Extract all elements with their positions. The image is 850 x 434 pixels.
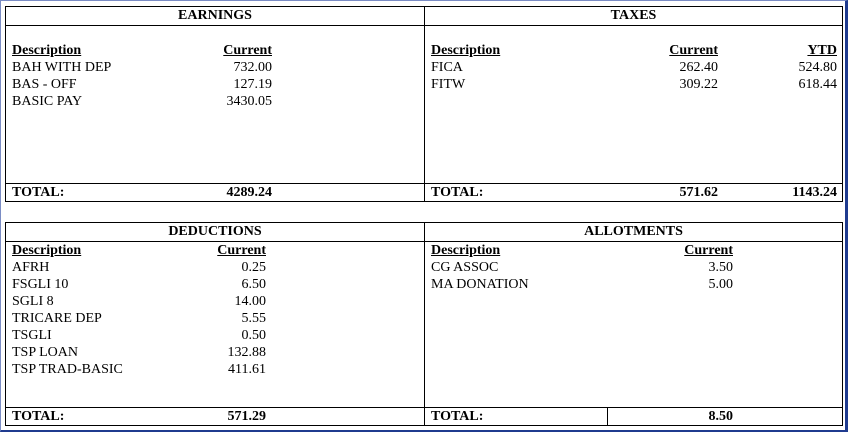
allotments-section xyxy=(424,222,843,426)
allotments-total-divider xyxy=(607,408,608,425)
deductions-description-header: Description xyxy=(12,243,82,258)
taxes-description-header: Description xyxy=(431,43,501,58)
taxes-row-ytd: 618.44 xyxy=(798,77,837,92)
taxes-row-current: 309.22 xyxy=(679,77,718,92)
deductions-row-current: 411.61 xyxy=(228,362,266,377)
deductions-title: DEDUCTIONS xyxy=(6,223,424,242)
taxes-total-label: TOTAL: xyxy=(431,185,484,200)
deductions-row-desc: TSP LOAN xyxy=(12,345,78,360)
deductions-row-current: 14.00 xyxy=(234,294,266,309)
earnings-row-current: 732.00 xyxy=(233,60,272,75)
deductions-row-desc: FSGLI 10 xyxy=(12,277,69,292)
taxes-total-current: 571.62 xyxy=(679,185,718,200)
deductions-row-current: 5.55 xyxy=(241,311,266,326)
deductions-row-desc: TSP TRAD-BASIC xyxy=(12,362,123,377)
taxes-row-desc: FITW xyxy=(431,77,466,92)
taxes-current-header: Current xyxy=(669,43,718,58)
deductions-row-current: 0.25 xyxy=(241,260,266,275)
earnings-row-current: 3430.05 xyxy=(226,94,272,109)
earnings-total-row xyxy=(6,183,424,201)
earnings-row-current: 127.19 xyxy=(233,77,272,92)
deductions-row-current: 6.50 xyxy=(241,277,266,292)
deductions-total-row xyxy=(6,407,424,425)
deductions-section xyxy=(5,222,425,426)
allotments-row-current: 3.50 xyxy=(708,260,733,275)
earnings-current-header: Current xyxy=(223,43,272,58)
earnings-row-desc: BAH WITH DEP xyxy=(12,60,112,75)
taxes-row-ytd: 524.80 xyxy=(798,60,837,75)
allotments-title: ALLOTMENTS xyxy=(425,223,842,242)
deductions-row-desc: TRICARE DEP xyxy=(12,311,102,326)
deductions-row-desc: SGLI 8 xyxy=(12,294,54,309)
allotments-total-label: TOTAL: xyxy=(431,409,484,424)
allotments-total-current: 8.50 xyxy=(708,409,733,424)
taxes-row-desc: FICA xyxy=(431,60,463,75)
taxes-ytd-header: YTD xyxy=(807,43,837,58)
taxes-section xyxy=(424,6,843,202)
earnings-row-desc: BASIC PAY xyxy=(12,94,83,109)
deductions-row-desc: AFRH xyxy=(12,260,50,275)
earnings-title: EARNINGS xyxy=(6,7,424,26)
allotments-description-header: Description xyxy=(431,243,501,258)
earnings-row-desc: BAS - OFF xyxy=(12,77,77,92)
allotments-current-header: Current xyxy=(684,243,733,258)
allotments-row-current: 5.00 xyxy=(708,277,733,292)
taxes-total-row xyxy=(425,183,842,201)
deductions-total-current: 571.29 xyxy=(227,409,266,424)
deductions-row-current: 132.88 xyxy=(227,345,266,360)
allotments-total-row xyxy=(425,407,842,425)
taxes-total-ytd: 1143.24 xyxy=(792,185,837,200)
allotments-row-desc: MA DONATION xyxy=(431,277,529,292)
earnings-total-label: TOTAL: xyxy=(12,185,65,200)
earnings-section xyxy=(5,6,425,202)
deductions-row-current: 0.50 xyxy=(241,328,266,343)
taxes-row-current: 262.40 xyxy=(679,60,718,75)
deductions-total-label: TOTAL: xyxy=(12,409,65,424)
deductions-current-header: Current xyxy=(217,243,266,258)
deductions-row-desc: TSGLI xyxy=(12,328,52,343)
allotments-row-desc: CG ASSOC xyxy=(431,260,499,275)
earnings-total-current: 4289.24 xyxy=(226,185,272,200)
earnings-description-header: Description xyxy=(12,43,82,58)
taxes-title: TAXES xyxy=(425,7,842,26)
